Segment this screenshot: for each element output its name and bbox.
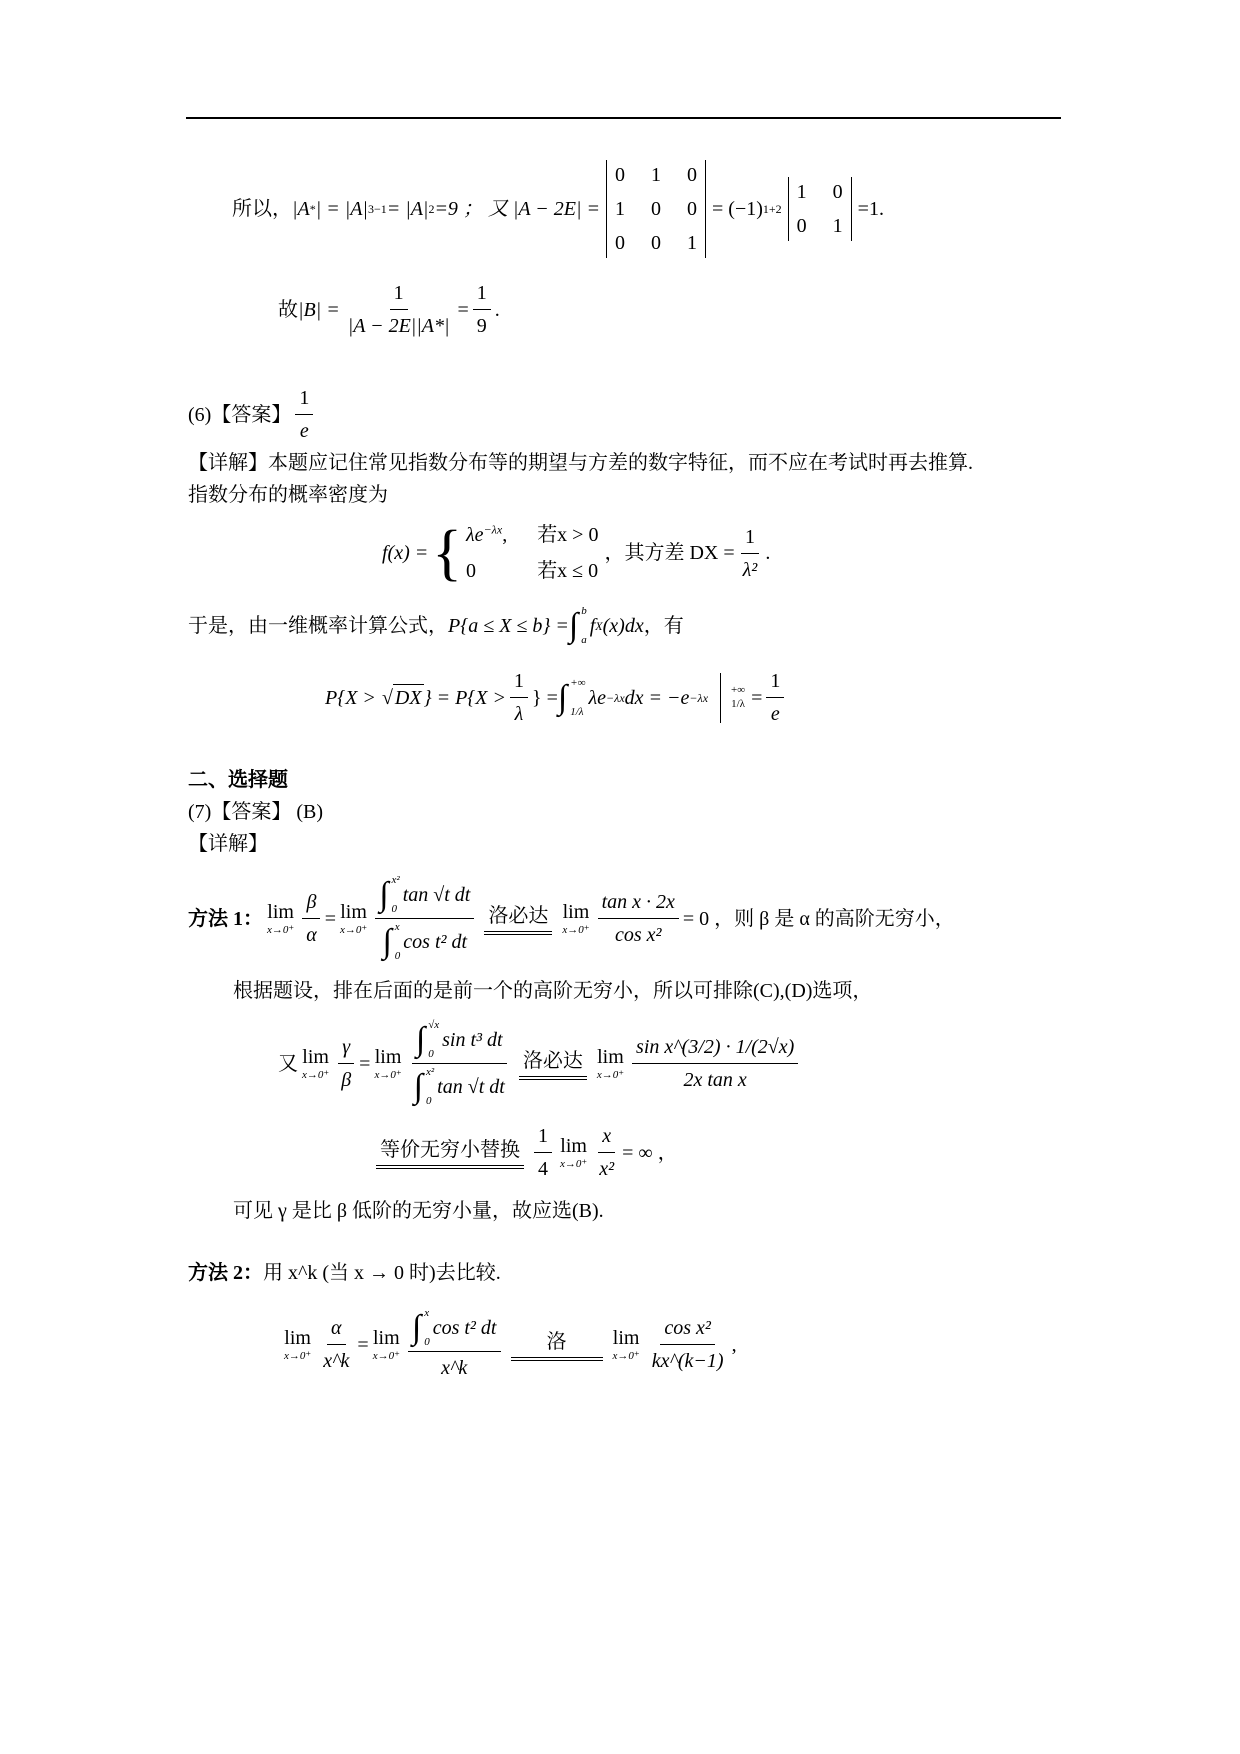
detail-text: 指数分布的概率密度为 [188, 484, 388, 506]
fraction [319, 1315, 353, 1374]
denominator: α [306, 924, 317, 946]
section-heading-line [188, 767, 1240, 793]
denominator: cos x² [614, 924, 662, 946]
math: = [359, 1052, 371, 1075]
detail-label: 【详解】 [188, 833, 268, 855]
integral [569, 606, 587, 646]
limit [374, 1045, 401, 1082]
text: = 0 ，则 β 是 α 的高阶无穷小， [682, 907, 955, 930]
denominator: 2x tan x [683, 1069, 747, 1091]
math: | = |A| [315, 198, 368, 220]
fraction [408, 1308, 501, 1381]
integral [558, 678, 586, 718]
integral-sign: ∫ [379, 876, 389, 913]
math: dx = −e [624, 686, 690, 709]
probability-formula [188, 606, 1240, 646]
upper: x [394, 921, 400, 933]
numerator: 1 [534, 1123, 552, 1153]
integral-sign: ∫ [382, 923, 392, 960]
method-1-formula [188, 875, 1240, 962]
lower: 0 [394, 950, 401, 962]
math: . [494, 298, 500, 321]
denominator: x^k [323, 1350, 350, 1372]
detail-text: 【详解】本题应记住常见指数分布等的期望与方差的数字特征，而不应在考试时再去推算. [188, 452, 973, 474]
lower: 0 [424, 1336, 430, 1348]
math: f(x) = [382, 542, 429, 564]
cell: 0 [615, 164, 625, 186]
numerator: 1 [473, 280, 491, 310]
lim: lim [302, 1045, 329, 1068]
math: |A [292, 198, 310, 220]
denominator: e [299, 420, 309, 442]
math: 2 [428, 202, 435, 216]
lim: lim [562, 900, 590, 923]
limit [613, 1326, 640, 1363]
denominator: e [770, 703, 780, 725]
detail-line-1 [188, 450, 1240, 476]
evaluation-bar [720, 673, 721, 723]
limit [302, 1045, 329, 1082]
fraction [534, 1123, 552, 1182]
lhopital-label: 洛必达 [484, 903, 552, 935]
answer-label: (6)【答案】 [188, 403, 292, 426]
text: 根据题设，排在后面的是前一个的高阶无穷小，所以可排除(C),(D)选项， [233, 980, 873, 1002]
integrand: cos t² dt [432, 1317, 497, 1339]
cell: 0 [651, 198, 661, 220]
math: =9 ； 又 |A − 2E| = [434, 198, 600, 220]
lim-under: x→0⁺ [267, 923, 295, 936]
lower: 0 [391, 903, 398, 915]
numerator: β [302, 889, 320, 919]
math: = [457, 298, 469, 321]
condition: 若x ≤ 0 [537, 560, 599, 582]
condition: 若x > 0 [537, 524, 599, 546]
denominator: x^k [441, 1357, 468, 1379]
math: P{a ≤ X ≤ b} = [448, 615, 569, 637]
denominator: 9 [476, 315, 487, 337]
answer-6 [188, 385, 1240, 444]
integral-sign: ∫ [413, 1068, 423, 1105]
numerator: 1 [510, 668, 528, 698]
determinant-line [232, 160, 1240, 258]
math: 0 [466, 560, 477, 582]
fraction [337, 1034, 355, 1093]
pdf-formula [382, 519, 1240, 587]
math: |B| = [298, 298, 340, 321]
integrand: sin t³ dt [442, 1029, 503, 1051]
numerator: tan x · 2x [598, 889, 679, 919]
answer-fraction [295, 385, 313, 444]
math: DX [393, 684, 424, 711]
math: = (−1) [712, 198, 763, 220]
lhopital-label: 洛 [511, 1329, 603, 1361]
text-line [233, 1198, 1240, 1224]
math: . [765, 542, 771, 564]
text: 于是，由一维概率计算公式， [188, 615, 448, 637]
section-heading: 二、选择题 [188, 769, 288, 791]
limit [340, 900, 367, 937]
numerator: 1 [295, 385, 313, 415]
text: = ∞ ， [622, 1141, 678, 1164]
lower: 1/λ [570, 705, 584, 718]
substitution-label: 等价无穷小替换 [376, 1137, 524, 1169]
cell: 1 [796, 181, 807, 203]
evaluation-limits [731, 684, 745, 710]
detail-label-line [188, 831, 1240, 857]
answer-7: (7)【答案】 (B) [188, 801, 323, 823]
fraction [766, 668, 784, 727]
math: λe [466, 524, 484, 546]
upper: x [424, 1307, 430, 1319]
limit [597, 1045, 624, 1082]
fraction [473, 280, 491, 339]
numerator: 1 [741, 524, 759, 554]
lower: 0 [425, 1095, 432, 1107]
math: = [324, 907, 336, 930]
integral-sign: ∫ [415, 1021, 426, 1058]
lim-under: x→0⁺ [612, 1349, 640, 1362]
denominator: x² [599, 1158, 615, 1180]
math: } = [532, 686, 558, 709]
lim: lim [372, 1326, 400, 1349]
fraction [344, 280, 454, 339]
lim: lim [340, 900, 367, 923]
math: 1+2 [762, 202, 782, 216]
fraction [632, 1034, 798, 1093]
integral-sign: ∫ [557, 678, 568, 716]
integrand: cos t² dt [403, 931, 468, 953]
fraction [410, 1020, 509, 1107]
lim: lim [612, 1326, 640, 1349]
brace: { [432, 519, 463, 587]
upper: +∞ [731, 684, 746, 697]
method-2-formula [280, 1308, 1240, 1381]
integrand: tan √t dt [402, 884, 471, 906]
upper: x² [391, 874, 400, 886]
math: −λx [689, 690, 709, 705]
fraction [375, 875, 474, 962]
cell: 0 [687, 164, 697, 186]
limit [562, 900, 589, 937]
cell: 1 [832, 215, 843, 237]
cases [466, 522, 598, 584]
lim: lim [267, 900, 294, 923]
lim-under: x→0⁺ [374, 1068, 402, 1081]
lim-under: x→0⁺ [284, 1349, 312, 1362]
limit [267, 900, 294, 937]
matrix-2x2 [788, 177, 852, 241]
math: = [357, 1333, 369, 1356]
lim-under: x→0⁺ [339, 923, 368, 936]
lim-under: x→0⁺ [372, 1349, 400, 1362]
fraction [598, 889, 679, 948]
upper: x² [425, 1066, 435, 1078]
numerator: 1 [766, 668, 784, 698]
denominator: 4 [538, 1158, 548, 1180]
cell: 1 [651, 164, 661, 186]
numerator: cos x² [660, 1315, 715, 1345]
fraction [302, 889, 321, 948]
sqrt-sign: √ [381, 686, 393, 709]
lhopital-label: 洛必达 [519, 1048, 587, 1080]
lim: lim [284, 1326, 311, 1349]
math: λe [588, 686, 607, 709]
detail-line-2 [188, 482, 1240, 508]
method-1-second [278, 1020, 1240, 1107]
numerator: 1 [390, 280, 408, 310]
numerator: x [598, 1123, 615, 1153]
answer-7-line [188, 799, 1240, 825]
cell: 0 [796, 215, 807, 237]
limit [560, 1134, 587, 1171]
matrix-3x3 [606, 160, 706, 258]
denominator: β [341, 1069, 352, 1091]
numerator: γ [338, 1034, 354, 1064]
cell: 0 [687, 198, 697, 220]
lower: 0 [428, 1048, 434, 1060]
denominator: λ [514, 703, 524, 725]
text-line [233, 978, 1240, 1004]
lim: lim [374, 1045, 402, 1068]
text: 用 x^k (当 x → 0 时)去比较. [263, 1262, 501, 1284]
cell: 0 [615, 232, 625, 254]
lim-under: x→0⁺ [562, 923, 590, 936]
integral-sign: ∫ [568, 607, 579, 644]
upper: b [581, 605, 587, 617]
text: 所以， [232, 198, 292, 220]
fraction [510, 668, 528, 727]
cell: 1 [687, 232, 697, 254]
math: * [309, 202, 316, 216]
math: , [502, 524, 508, 546]
limit [284, 1326, 311, 1363]
upper: +∞ [570, 676, 586, 689]
lim-under: x→0⁺ [302, 1068, 330, 1081]
text: , [731, 1333, 737, 1356]
math: −λx [606, 690, 625, 705]
upper: √x [428, 1019, 440, 1031]
denominator: λ² [742, 558, 758, 581]
math: 3−1 [367, 202, 387, 216]
method-2-intro [188, 1260, 1240, 1286]
probability-result [325, 668, 1240, 727]
text: ，有 [643, 615, 684, 637]
cell: 0 [832, 181, 843, 203]
text: 可见 γ 是比 β 低阶的无穷小量，故应选(B). [233, 1200, 604, 1222]
math: = [751, 686, 763, 709]
lim-under: x→0⁺ [596, 1068, 625, 1081]
equivalent-substitution [370, 1123, 1240, 1182]
lim: lim [560, 1134, 587, 1157]
math: } = P{X > [423, 686, 507, 709]
denominator: kx^(k−1) [651, 1350, 724, 1372]
text: 故 [278, 298, 298, 321]
math: ，其方差 DX = [604, 542, 735, 564]
denominator: |A − 2E||A*| [347, 315, 450, 337]
math: X [595, 619, 603, 633]
text: 又 [278, 1052, 298, 1075]
math: −λx [483, 522, 503, 537]
numerator: sin x^(3/2) · 1/(2√x) [632, 1034, 798, 1064]
lower: 1/λ [731, 697, 746, 710]
cell: 0 [651, 232, 661, 254]
math: =1. [857, 198, 884, 220]
det-b-line [278, 280, 1240, 339]
math: f [589, 615, 596, 637]
integrand: tan √t dt [437, 1076, 505, 1098]
limit [373, 1326, 400, 1363]
math: = |A| [386, 198, 429, 220]
integral-sign: ∫ [411, 1309, 422, 1346]
fraction [648, 1315, 728, 1374]
numerator: α [327, 1315, 346, 1345]
cell: 1 [615, 198, 625, 220]
method-label: 方法 1： [188, 907, 263, 930]
math: (x)dx [602, 615, 644, 637]
method-label: 方法 2： [188, 1262, 263, 1284]
fraction [595, 1123, 618, 1182]
math: P{X > [325, 686, 376, 709]
lim: lim [597, 1045, 624, 1068]
lim-under: x→0⁺ [560, 1157, 588, 1170]
fraction [739, 524, 762, 583]
lower: a [581, 634, 587, 646]
